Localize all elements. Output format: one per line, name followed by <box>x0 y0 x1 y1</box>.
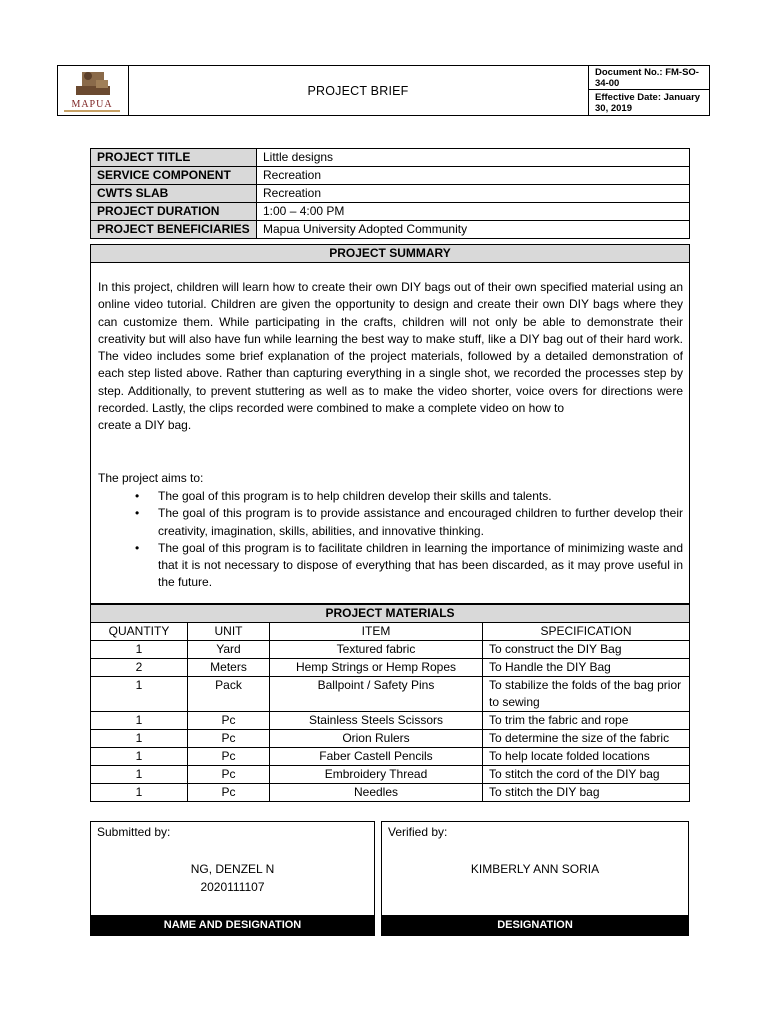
col-item: ITEM <box>270 623 483 641</box>
table-row <box>91 659 690 677</box>
info-row <box>91 203 690 221</box>
submitter-name: NG, DENZEL N <box>190 862 275 876</box>
summary-box <box>90 262 690 604</box>
aims-list <box>98 488 683 592</box>
item-cell: Orion Rulers <box>270 730 483 748</box>
university-logo-icon <box>58 66 128 100</box>
info-label: PROJECT BENEFICIARIES <box>91 221 257 239</box>
qty-cell: 1 <box>91 712 188 730</box>
info-value: Little designs <box>257 149 690 167</box>
aim-item: • The goal of this program is to facilitate children in learning the importance of minimizing waste and that it is not necessary to dispose of everything that has been discarded, as it may prove useful in the future. <box>135 540 683 590</box>
col-quantity: QUANTITY <box>91 623 188 641</box>
item-cell: Stainless Steels Scissors <box>270 712 483 730</box>
info-row <box>91 167 690 185</box>
summary-paragraph <box>98 279 683 435</box>
info-row <box>91 149 690 167</box>
spec-cell: To Handle the DIY Bag <box>483 659 690 677</box>
document-number: Document No.: FM-SO-34-00 <box>589 66 709 90</box>
col-unit: UNIT <box>188 623 270 641</box>
spec-cell: To stabilize the folds of the bag prior to sewing <box>483 677 690 712</box>
effective-date: Effective Date: January 30, 2019 <box>595 92 701 114</box>
aim-item: • The goal of this program is to help children develop their skills and talents. <box>98 488 683 505</box>
info-row <box>91 185 690 203</box>
info-value: Recreation <box>257 167 690 185</box>
qty-cell: 1 <box>91 730 188 748</box>
spec-cell: To trim the fabric and rope <box>483 712 690 730</box>
materials-column-headers <box>91 623 690 641</box>
logo <box>58 66 129 115</box>
qty-cell: 1 <box>91 641 188 659</box>
table-row <box>91 748 690 766</box>
aims-title: The project aims to: <box>98 471 204 485</box>
info-value: 1:00 – 4:00 PM <box>257 203 690 221</box>
bullet-icon: • <box>135 506 140 521</box>
info-label: PROJECT TITLE <box>91 149 257 167</box>
info-value: Recreation <box>257 185 690 203</box>
unit-cell: Yard <box>188 641 270 659</box>
item-cell: Needles <box>270 784 483 802</box>
bullet-icon: • <box>135 540 140 555</box>
submitted-label: Submitted by: <box>97 825 171 839</box>
qty-cell: 1 <box>91 748 188 766</box>
spec-cell: To stitch the DIY bag <box>483 784 690 802</box>
materials-heading-row <box>91 605 690 623</box>
table-row <box>91 641 690 659</box>
summary-body: In this project, children will learn how to create their own DIY bags out of their own specified material using an online video tutorial. Children are given the opportunity to design and create their own DIY bags where they can customize them. While participating in the crafts, children will not only be able to demonstrate their creativity but will also have fun while learning the best way to make stuff, like a DIY bag out of their hard work. The video includes some brief explanation of the project materials, followed by a detailed demonstration of each step listed above. Rather than capturing everything in a single shot, we recorded the processes step by step. Additionally, to prevent stuttering as well as to make the video shorter, voice overs for directions were recorded. Lastly, the clips recorded were combined to make a complete video on how to <box>98 280 683 416</box>
spec-cell: To determine the size of the fabric <box>483 730 690 748</box>
qty-cell: 2 <box>91 659 188 677</box>
item-cell: Embroidery Thread <box>270 766 483 784</box>
item-cell: Textured fabric <box>270 641 483 659</box>
info-label: PROJECT DURATION <box>91 203 257 221</box>
unit-cell: Meters <box>188 659 270 677</box>
unit-cell: Pack <box>188 677 270 712</box>
submitted-by-box <box>90 821 375 936</box>
info-row <box>91 221 690 239</box>
unit-cell: Pc <box>188 712 270 730</box>
col-specification: SPECIFICATION <box>483 623 690 641</box>
info-label: CWTS SLAB <box>91 185 257 203</box>
unit-cell: Pc <box>188 784 270 802</box>
verified-by-box <box>381 821 689 936</box>
table-row <box>91 730 690 748</box>
materials-heading: PROJECT MATERIALS <box>91 605 690 623</box>
table-row <box>91 712 690 730</box>
item-cell: Hemp Strings or Hemp Ropes <box>270 659 483 677</box>
info-label: SERVICE COMPONENT <box>91 167 257 185</box>
document-title: PROJECT BRIEF <box>128 66 589 115</box>
project-info-table <box>90 148 690 239</box>
qty-cell: 1 <box>91 784 188 802</box>
verifier-name: KIMBERLY ANN SORIA <box>470 862 600 876</box>
qty-cell: 1 <box>91 766 188 784</box>
name-designation-bar: NAME AND DESIGNATION <box>90 915 375 936</box>
summary-heading: PROJECT SUMMARY <box>90 244 690 263</box>
spec-cell: To construct the DIY Bag <box>483 641 690 659</box>
logo-underline <box>64 110 120 112</box>
spec-cell: To stitch the cord of the DIY bag <box>483 766 690 784</box>
verified-label: Verified by: <box>388 825 448 839</box>
table-row <box>91 766 690 784</box>
aim-item: • The goal of this program is to provide assistance and encouraged children to further develop their creativity, imagination, skills, abilities, and innovative thinking. <box>135 506 683 538</box>
table-row <box>91 677 690 712</box>
item-cell: Faber Castell Pencils <box>270 748 483 766</box>
unit-cell: Pc <box>188 766 270 784</box>
document-header <box>57 65 710 116</box>
unit-cell: Pc <box>188 748 270 766</box>
summary-body-end: create a DIY bag. <box>98 418 192 433</box>
materials-table <box>90 604 690 802</box>
bullet-icon: • <box>135 489 140 503</box>
item-cell: Ballpoint / Safety Pins <box>270 677 483 712</box>
submitter-id: 2020111107 <box>200 880 265 894</box>
unit-cell: Pc <box>188 730 270 748</box>
table-row <box>91 784 690 802</box>
info-value: Mapua University Adopted Community <box>257 221 690 239</box>
designation-bar: DESIGNATION <box>381 915 689 936</box>
qty-cell: 1 <box>91 677 188 712</box>
spec-cell: To help locate folded locations <box>483 748 690 766</box>
logo-text: MAPUA <box>71 99 113 110</box>
